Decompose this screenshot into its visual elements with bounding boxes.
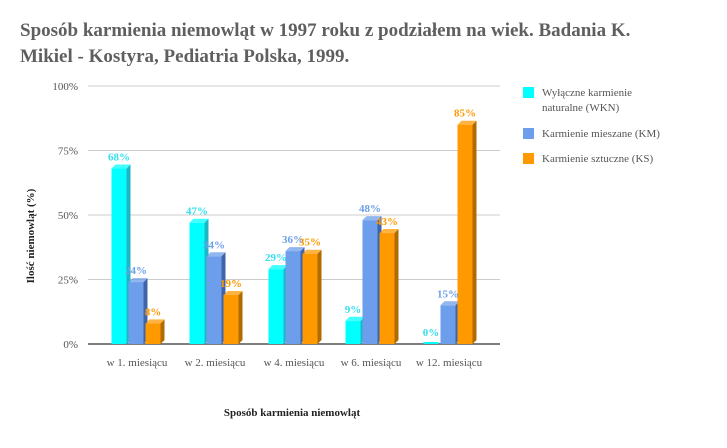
- bar: [224, 291, 243, 344]
- data-label: 36%: [282, 234, 304, 247]
- bar-front: [303, 254, 318, 344]
- data-label: 47%: [186, 205, 208, 218]
- bar-front: [207, 256, 222, 344]
- data-label: 15%: [437, 288, 459, 301]
- bars: [112, 121, 477, 344]
- legend-label: Karmienie sztuczne (KS): [542, 153, 654, 165]
- bar-front: [458, 125, 473, 344]
- data-label: 34%: [203, 239, 225, 252]
- bar-front: [269, 269, 284, 344]
- bar: [112, 165, 131, 344]
- bar-front: [441, 305, 456, 344]
- x-tick-label: w 2. miesiącu: [184, 357, 246, 369]
- bar: [269, 265, 288, 344]
- legend-label: Karmienie mieszane (KM): [542, 128, 660, 140]
- x-tick-label: w 1. miesiącu: [106, 357, 168, 369]
- y-tick-label: 25%: [57, 274, 78, 287]
- bar: [286, 247, 305, 344]
- data-label: 43%: [376, 216, 398, 229]
- legend-label: Wyłączne karmienie naturalne (WKN): [542, 87, 633, 114]
- bar-front: [112, 169, 127, 344]
- x-tick-label: w 4. miesiącu: [263, 357, 325, 369]
- data-label: 48%: [359, 203, 381, 216]
- y-tick-label: 75%: [57, 145, 78, 158]
- bar-front: [286, 251, 301, 344]
- data-label: 29%: [265, 252, 287, 265]
- bar: [380, 229, 399, 344]
- data-label: 8%: [144, 306, 162, 319]
- y-tick-label: 100%: [52, 81, 78, 93]
- x-tick-label: w 6. miesiącu: [340, 357, 402, 369]
- bar-front: [424, 342, 439, 344]
- data-label: 24%: [125, 265, 147, 278]
- bar-front: [129, 282, 144, 344]
- x-axis-ticks: [107, 357, 483, 369]
- legend-swatch: [523, 128, 534, 139]
- y-tick-label: 0%: [63, 339, 78, 351]
- legend-item: [523, 87, 632, 114]
- bar-front: [380, 233, 395, 344]
- bar: [424, 342, 439, 344]
- bar-front: [363, 220, 378, 344]
- chart-title: Sposób karmienia niemowląt w 1997 roku z podziałem na wiek. Badania K. Mikiel - Kostyra, Pediatria Polska, 1999.: [20, 20, 631, 67]
- bar-front: [146, 323, 161, 344]
- data-label: 68%: [108, 151, 130, 164]
- legend-item: [523, 128, 660, 140]
- bar: [146, 319, 165, 344]
- bar-side: [161, 319, 165, 344]
- legend-swatch: [523, 87, 534, 98]
- data-label: 19%: [220, 277, 242, 290]
- x-tick-label: w 12. miesiącu: [415, 357, 483, 369]
- legend-swatch: [523, 153, 534, 164]
- legend: [523, 87, 660, 165]
- y-tick-label: 50%: [57, 210, 78, 222]
- legend-item: [523, 153, 654, 165]
- bar: [458, 121, 477, 344]
- bar-side: [395, 229, 399, 344]
- data-label: 9%: [344, 303, 362, 316]
- data-label: 35%: [299, 236, 321, 249]
- x-axis-label: Sposób karmienia niemowląt: [223, 407, 361, 419]
- y-axis-ticks: [52, 81, 78, 351]
- bar: [363, 216, 382, 344]
- bar-side: [239, 291, 243, 344]
- bar: [346, 317, 365, 344]
- bar: [190, 219, 209, 344]
- bar: [303, 250, 322, 344]
- bar-side: [318, 250, 322, 344]
- bar-side: [473, 121, 477, 344]
- bar: [441, 301, 460, 344]
- data-label: 0%: [422, 327, 440, 339]
- bar: [207, 252, 226, 344]
- bar-front: [224, 295, 239, 344]
- data-label: 85%: [454, 107, 476, 120]
- y-axis-label: Ilość niemowląt (%): [25, 188, 37, 284]
- bar-front: [346, 321, 361, 344]
